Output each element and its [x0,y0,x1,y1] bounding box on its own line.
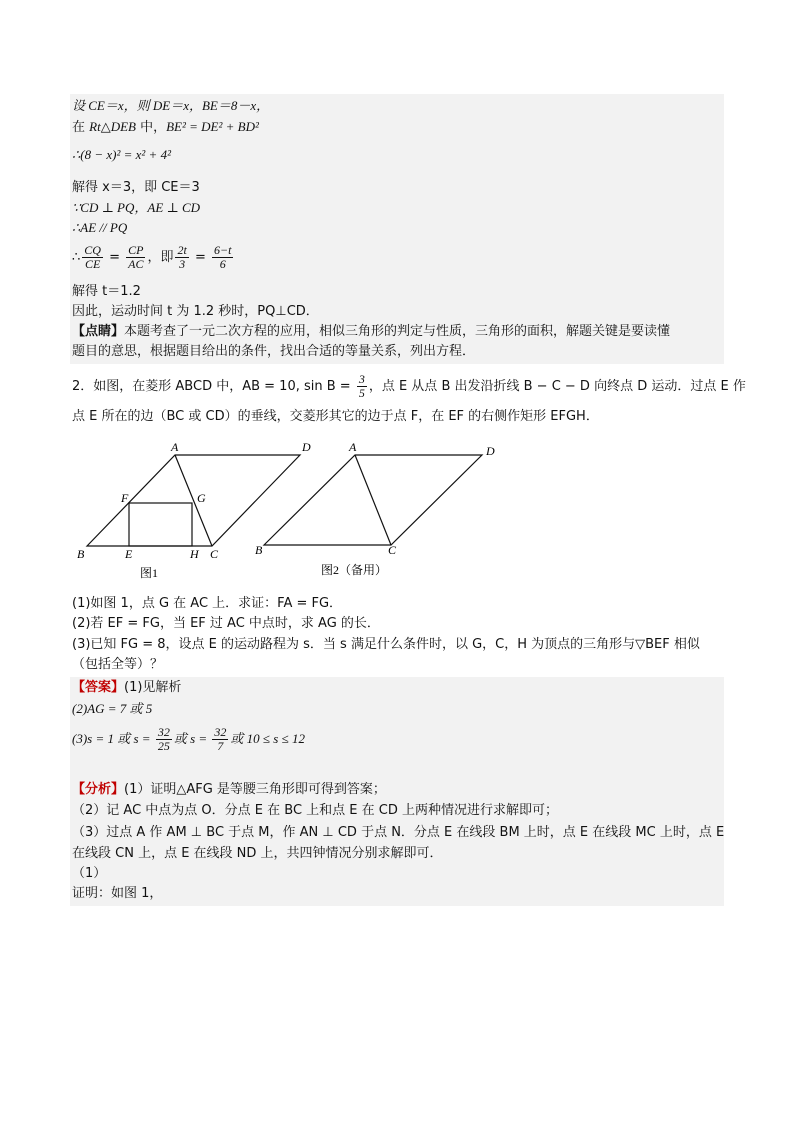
problem2-text-b: ，点 E 从点 B 出发沿折线 B − C − D 向终点 D 运动．过点 E 作 [368,379,746,394]
frac-den: 5 [358,386,365,400]
subquestion-2-text: (2)若 EF = FG，当 EF 过 AC 中点时，求 AG 的长． [72,616,380,631]
figure-1 [87,455,300,546]
solution-line-9 [72,303,722,321]
frac-den: 7 [217,739,224,753]
answer-line-1 [72,679,722,697]
answer-2: (2)AG = 7 或 5 [72,701,153,716]
label-c-fig2: C [388,543,397,557]
label-d-fig1: D [302,440,311,454]
comment-tag: 【点睛】 [72,324,125,339]
label-g-fig1: G [197,491,206,505]
label-b-fig1: B [77,547,85,561]
diagonal-ac-fig1 [175,455,212,546]
fraction-32-7 [212,726,228,753]
frac-den: 6 [219,257,226,271]
frac-den: 25 [157,739,170,753]
caption-fig1: 图1 [140,566,159,580]
subquestion-3-text-2: （包括全等）？ [72,657,164,672]
label-e-fig1: E [125,547,133,561]
text-zhong: 中， [135,120,167,135]
text-conclusion: 因此，运动时间 t 为 1.2 秒时，PQ⊥CD． [72,304,319,319]
text-triangle: Rt△DEB [89,119,136,134]
frac-num: 3 [358,372,365,386]
label-h-fig1: H [190,547,199,561]
subquestion-2 [72,615,722,633]
analysis-2: （2）记 AC 中点为点 O．分点 E 在 BC 上和点 E 在 CD 上两种情况进行求解即可； [72,803,558,818]
label-a-fig1: A [171,440,179,454]
fraction-6t-6 [212,244,233,271]
label-a-fig2: A [349,440,357,454]
text-parallel: ∴AE // PQ [72,220,128,235]
comment-text-2: 题目的意思，根据题目给出的条件，找出合适的等量关系，列出方程． [72,344,476,359]
answer-tag: 【答案】 [72,680,125,695]
analysis-line-4 [72,845,722,863]
solution-line-6 [72,219,722,238]
text-pythagoras: BE² = DE² + BD² [166,119,259,134]
fraction-cp-ac [126,244,145,271]
answer-3-mid: 或 s = [173,731,211,746]
answer-3-post: 或 10 ≤ s ≤ 12 [230,731,306,746]
text-solve-x: 解得 x＝3，即 CE＝3 [72,180,200,195]
solution-line-5 [72,199,722,218]
text-zai: 在 [72,120,90,135]
analysis-line-5 [72,865,722,883]
frac-num: 6−t [214,243,232,257]
rectangle-efgh [129,503,192,546]
frac-den: AC [128,257,144,271]
fraction-sin-b [357,373,367,400]
therefore-symbol: ∴ [72,250,81,265]
analysis-3: （3）过点 A 作 AM ⊥ BC 于点 M，作 AN ⊥ CD 于点 N．分点 E 在线段 BM 上时，点 E 在线段 MC 上时，点 E [72,825,725,840]
frac-num: 32 [157,725,170,739]
subquestion-3-line-2 [72,656,722,674]
analysis-tag: 【分析】 [72,782,125,797]
comment-line-1 [72,323,722,341]
answer-line-2 [72,700,722,719]
text-perpendicular: ∵CD ⊥ PQ，AE ⊥ CD [72,200,201,215]
analysis-line-6 [72,885,722,903]
label-d-fig2: D [486,444,495,458]
text-ce-de: 设 CE＝x，则 DE＝x，BE＝8－x， [72,98,270,113]
solution-line-8 [72,283,722,301]
figures [70,436,530,586]
solution-line-2 [72,118,722,137]
fraction-2t-3 [175,244,188,271]
solution-line-3 [72,146,722,165]
label-c-fig1: C [210,547,219,561]
answer-3-pre: (3)s = 1 或 s = [72,731,154,746]
analysis-5: （1） [72,866,107,881]
comment-line-2 [72,343,722,361]
problem2-line-1 [72,372,746,402]
analysis-6: 证明：如图 1， [72,886,163,901]
diagonal-ac-fig2 [355,455,391,545]
equals: = [104,250,125,265]
comment-text-1: 本题考查了一元二次方程的应用，相似三角形的判定与性质，三角形的面积，解题关键是要读懂 [124,324,671,339]
frac-den: CE [84,257,101,271]
analysis-line-2 [72,802,722,820]
frac-num: CQ [84,243,101,257]
caption-fig2: 图2（备用） [321,563,388,577]
analysis-4: 在线段 CN 上，点 E 在线段 ND 上，共四钟情况分别求解即可． [72,846,443,861]
text-equation: ∴(8 − x)² = x² + 4² [72,147,171,162]
frac-num: 32 [214,725,227,739]
figure-2 [264,455,482,545]
text-ji: ，即 [147,250,174,265]
subquestion-1 [72,595,722,613]
answer-1: (1)见解析 [124,680,182,695]
fraction-cq-ce [82,244,103,271]
fraction-32-25 [156,726,172,753]
frac-num: CP [128,243,144,257]
analysis-line-1 [72,781,722,799]
subquestion-3-text-1: (3)已知 FG = 8，设点 E 的运动路程为 s．当 s 满足什么条件时，以 G，C，H 为顶点的三角形与▽BEF 相似 [72,637,700,652]
text-solve-t: 解得 t＝1.2 [72,284,141,299]
analysis-1: (1）证明△AFG 是等腰三角形即可得到答案； [124,782,386,797]
figure-1-labels [77,440,311,580]
label-b-fig2: B [255,543,263,557]
solution-line-7: ∴ $\frac{CQ}{CE}$ = $\frac{CP}{AC}$ ，即 $\frac{2t}{3}$ = $\frac{6-t}{6}$ [72,243,232,271]
problem2-text-a: 2．如图，在菱形 ABCD 中，AB = 10, sin B = [72,379,355,394]
analysis-line-3 [72,824,725,842]
answer-line-3 [72,723,722,756]
label-f-fig1: F [121,491,129,505]
problem2-text-c: 点 E 所在的边（BC 或 CD）的垂线，交菱形其它的边于点 F，在 EF 的右侧作矩形 EFGH． [72,409,599,424]
solution-line-1 [72,97,722,116]
subquestion-1-text: (1)如图 1，点 G 在 AC 上．求证：FA = FG． [72,596,343,611]
frac-num: 2t [177,243,187,257]
figure-2-labels [255,440,495,577]
solution-line-4 [72,179,722,197]
frac-den: 3 [179,257,186,271]
problem2-line-2 [72,408,722,426]
subquestion-3-line-1 [72,636,722,654]
